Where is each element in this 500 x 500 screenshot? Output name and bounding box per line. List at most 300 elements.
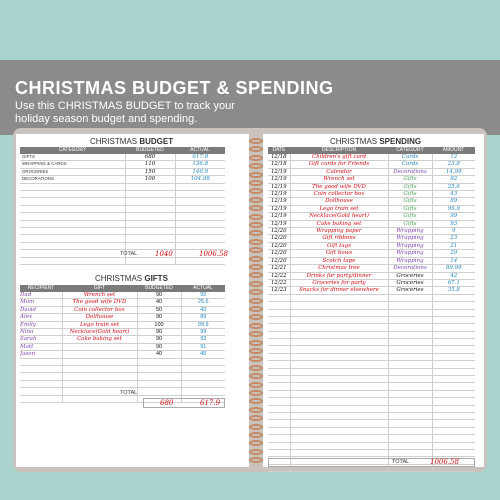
empty-cell (432, 353, 475, 360)
spending-category-cell: Groceries (388, 287, 432, 294)
spending-description-cell: Gift cards for Friends (290, 161, 388, 168)
empty-cell (388, 405, 432, 412)
budget-col-category: CATEGORY (20, 147, 125, 154)
table-row (268, 376, 475, 383)
empty-cell (432, 294, 475, 301)
spiral-ring (249, 214, 263, 220)
spiral-ring (249, 390, 263, 396)
empty-cell (388, 376, 432, 383)
gift-name-cell (62, 343, 137, 350)
budget-budgeted-cell: 110 (125, 161, 175, 168)
budget-total-actual: 1006.58 (199, 250, 228, 258)
empty-cell (62, 395, 137, 402)
empty-cell (20, 250, 125, 257)
empty-cell (432, 376, 475, 383)
spending-description-cell: Lego train set (290, 205, 388, 212)
spiral-ring (249, 356, 263, 362)
page-subtitle: Use this CHRISTMAS BUDGET to track your holiday season budget and spending. (15, 100, 235, 125)
empty-cell (268, 427, 290, 434)
gifts-col-recipient: RECIPIENT (20, 285, 62, 292)
budget-budgeted-cell: 100 (125, 176, 175, 183)
empty-cell (268, 449, 290, 456)
spiral-ring (249, 172, 263, 178)
empty-cell (137, 380, 181, 387)
spiral-ring (249, 197, 263, 203)
empty-cell (125, 227, 175, 234)
empty-cell (268, 353, 290, 360)
spending-amount-cell: 29 (432, 250, 475, 257)
table-row (268, 250, 475, 257)
table-row (20, 343, 225, 350)
empty-cell (268, 339, 290, 346)
empty-cell (388, 339, 432, 346)
empty-cell (268, 368, 290, 375)
empty-cell (20, 395, 62, 402)
table-row (20, 242, 225, 249)
empty-cell (268, 361, 290, 368)
budget-actual-cell: 146.9 (175, 168, 225, 175)
spiral-ring (249, 188, 263, 194)
empty-cell (175, 242, 225, 249)
spiral-ring (249, 256, 263, 262)
empty-cell (388, 435, 432, 442)
table-row (268, 420, 475, 427)
empty-cell (290, 376, 388, 383)
empty-cell (20, 191, 125, 198)
empty-cell (175, 191, 225, 198)
empty-cell (290, 331, 388, 338)
budget-budgeted-cell: 680 (125, 154, 175, 161)
empty-cell (432, 383, 475, 390)
table-row (268, 213, 475, 220)
empty-cell (432, 339, 475, 346)
empty-cell (268, 412, 290, 419)
gift-name-cell: Coin collector box (62, 306, 137, 313)
table-row (20, 257, 225, 264)
spiral-ring (249, 306, 263, 312)
empty-cell (137, 388, 181, 395)
spiral-ring (249, 239, 263, 245)
spiral-ring (249, 331, 263, 337)
budget-category-cell: GIFTS (20, 154, 125, 161)
table-row (268, 191, 475, 198)
spending-col-category: CATEGORY (388, 147, 432, 154)
table-row (268, 435, 475, 442)
empty-cell (175, 235, 225, 242)
spending-category-cell: Groceries (388, 272, 432, 279)
empty-cell (125, 257, 175, 264)
budget-col-budgeted: BUDGETED (125, 147, 175, 154)
spiral-ring (249, 205, 263, 211)
spiral-ring (249, 180, 263, 186)
empty-cell (290, 412, 388, 419)
empty-cell (432, 368, 475, 375)
empty-cell (268, 331, 290, 338)
table-row (268, 198, 475, 205)
empty-cell (175, 183, 225, 190)
budget-title: CHRISTMAS BUDGET (90, 137, 174, 146)
empty-cell (20, 183, 125, 190)
budget-col-actual: ACTUAL (175, 147, 225, 154)
gift-name-cell: Wrench set (62, 292, 137, 299)
table-row (20, 154, 225, 161)
empty-cell (290, 324, 388, 331)
gift-actual-cell: 43 (181, 306, 225, 313)
spending-date-cell: 12/20 (268, 242, 290, 249)
empty-cell (290, 353, 388, 360)
empty-cell (20, 373, 62, 380)
budget-actual-cell: 617.9 (175, 154, 225, 161)
empty-cell (181, 373, 225, 380)
spiral-ring (249, 138, 263, 144)
empty-cell (62, 373, 137, 380)
spiral-ring (249, 323, 263, 329)
table-row (20, 213, 225, 220)
spending-title: CHRISTMAS SPENDING (330, 137, 422, 146)
gifts-col-gift: GIFT (62, 285, 137, 292)
empty-cell (388, 331, 432, 338)
empty-cell (62, 358, 137, 365)
empty-cell (125, 183, 175, 190)
empty-cell (290, 302, 388, 309)
empty-cell (290, 294, 388, 301)
spending-amount-cell: 14 (432, 257, 475, 264)
table-row (268, 265, 475, 272)
spending-category-cell: Gifts (388, 176, 432, 183)
table-row (20, 373, 225, 380)
spending-description-cell: Gift tags (290, 242, 388, 249)
spending-amount-cell: 14.99 (432, 168, 475, 175)
empty-cell (268, 405, 290, 412)
table-row (268, 287, 475, 294)
gift-actual-cell: 93 (181, 336, 225, 343)
table-row (268, 205, 475, 212)
spending-description-cell: Coin collector box (290, 191, 388, 198)
gift-name-cell: The good wife DVD (62, 299, 137, 306)
gifts-col-actual: ACTUAL (181, 285, 225, 292)
empty-cell (290, 390, 388, 397)
empty-cell (432, 420, 475, 427)
gift-actual-cell: 99 (181, 329, 225, 336)
spending-category-cell: Cards (388, 161, 432, 168)
spending-date-cell: 12/19 (268, 220, 290, 227)
spiral-ring (249, 163, 263, 169)
gift-name-cell (62, 351, 137, 358)
table-row (268, 405, 475, 412)
empty-cell (125, 191, 175, 198)
empty-cell (125, 235, 175, 242)
spending-description-cell: Calendar (290, 168, 388, 175)
empty-cell (175, 205, 225, 212)
spending-category-cell: Gifts (388, 191, 432, 198)
spiral-ring (249, 146, 263, 152)
table-row (268, 383, 475, 390)
empty-cell (432, 412, 475, 419)
empty-cell (20, 366, 62, 373)
table-row (20, 366, 225, 373)
spending-amount-cell: 92 (432, 176, 475, 183)
spiral-binding (249, 134, 263, 467)
gifts-total-label: TOTAL (120, 390, 138, 396)
empty-cell (268, 376, 290, 383)
table-row (268, 309, 475, 316)
empty-cell (432, 316, 475, 323)
gifts-table (20, 285, 225, 403)
gift-recipient-cell: Alex (20, 314, 62, 321)
empty-cell (181, 366, 225, 373)
spending-date-cell: 12/19 (268, 213, 290, 220)
table-row (268, 427, 475, 434)
empty-cell (432, 398, 475, 405)
spending-date-cell: 12/19 (268, 198, 290, 205)
table-row (20, 227, 225, 234)
spiral-ring (249, 289, 263, 295)
table-row (20, 205, 225, 212)
empty-cell (388, 420, 432, 427)
spiral-ring (249, 281, 263, 287)
spiral-ring (249, 314, 263, 320)
gift-budgeted-cell: 90 (137, 314, 181, 321)
spending-amount-cell: 43 (432, 191, 475, 198)
table-row (268, 302, 475, 309)
empty-cell (388, 302, 432, 309)
spending-amount-cell: 12 (432, 154, 475, 161)
gift-recipient-cell: Mom (20, 299, 62, 306)
table-row (268, 272, 475, 279)
gift-actual-cell: 99.9 (181, 321, 225, 328)
empty-cell (268, 420, 290, 427)
empty-cell (432, 361, 475, 368)
spiral-ring (249, 424, 263, 430)
spending-amount-cell: 25.6 (432, 183, 475, 190)
gift-budgeted-cell: 90 (137, 343, 181, 350)
table-row (20, 299, 225, 306)
spiral-ring (249, 449, 263, 455)
spiral-ring (249, 373, 263, 379)
spending-description-cell: Cake baking set (290, 220, 388, 227)
gift-name-cell: Dollhouse (62, 314, 137, 321)
empty-cell (125, 220, 175, 227)
table-row (268, 220, 475, 227)
spending-category-cell: Groceries (388, 279, 432, 286)
gift-budgeted-cell: 40 (137, 299, 181, 306)
spending-amount-cell: 9 (432, 228, 475, 235)
spending-date-cell: 12/19 (268, 183, 290, 190)
table-row (268, 228, 475, 235)
empty-cell (290, 442, 388, 449)
empty-cell (388, 390, 432, 397)
table-row (268, 161, 475, 168)
table-row (268, 442, 475, 449)
table-row (268, 398, 475, 405)
spending-col-description: DESCRIPTION (290, 147, 388, 154)
empty-cell (432, 390, 475, 397)
gift-name-cell: Lego train set (62, 321, 137, 328)
empty-cell (181, 380, 225, 387)
table-row (268, 449, 475, 456)
spending-category-cell: Decorations (388, 265, 432, 272)
empty-cell (20, 257, 125, 264)
spending-category-cell: Wrapping (388, 235, 432, 242)
budget-category-cell: WRAPPING & CARDS (20, 161, 125, 168)
table-row (20, 161, 225, 168)
empty-cell (125, 205, 175, 212)
spending-date-cell: 12/23 (268, 287, 290, 294)
spiral-ring (249, 415, 263, 421)
spending-amount-cell: 89 (432, 198, 475, 205)
empty-cell (432, 449, 475, 456)
empty-cell (181, 388, 225, 395)
table-row (268, 324, 475, 331)
empty-cell (268, 383, 290, 390)
spending-description-cell: Children's gift card (290, 154, 388, 161)
page-title: CHRISTMAS BUDGET & SPENDING (15, 78, 334, 98)
empty-cell (268, 324, 290, 331)
spending-description-cell: Drinks for party/dinner (290, 272, 388, 279)
empty-cell (137, 366, 181, 373)
spiral-ring (249, 272, 263, 278)
spiral-ring (249, 365, 263, 371)
spending-date-cell: 12/22 (268, 279, 290, 286)
spending-amount-cell: 93 (432, 220, 475, 227)
table-row (268, 168, 475, 175)
gift-actual-cell: 89 (181, 314, 225, 321)
spending-amount-cell: 89.99 (432, 265, 475, 272)
empty-cell (175, 213, 225, 220)
spending-amount-cell: 23 (432, 235, 475, 242)
gift-recipient-cell: Sarah (20, 336, 62, 343)
spending-description-cell: Snacks for dinner elsewhere (290, 287, 388, 294)
table-row (268, 257, 475, 264)
empty-cell (388, 383, 432, 390)
table-row (20, 314, 225, 321)
table-row (268, 176, 475, 183)
spiral-ring (249, 398, 263, 404)
empty-cell (175, 227, 225, 234)
spending-amount-cell: 67.1 (432, 279, 475, 286)
gift-budgeted-cell: 90 (137, 329, 181, 336)
spending-date-cell: 12/18 (268, 161, 290, 168)
empty-cell (388, 309, 432, 316)
gift-actual-cell: 25.6 (181, 299, 225, 306)
empty-cell (125, 213, 175, 220)
gift-recipient-cell: Nina (20, 329, 62, 336)
spending-amount-cell: 42 (432, 272, 475, 279)
empty-cell (290, 383, 388, 390)
gift-name-cell: Cake baking set (62, 336, 137, 343)
empty-cell (388, 368, 432, 375)
empty-cell (175, 220, 225, 227)
spending-amount-cell: 35.8 (432, 287, 475, 294)
spiral-ring (249, 247, 263, 253)
gift-budgeted-cell: 100 (137, 321, 181, 328)
empty-cell (432, 302, 475, 309)
table-row (20, 198, 225, 205)
gift-recipient-cell: Dad (20, 292, 62, 299)
empty-cell (268, 442, 290, 449)
spending-description-cell: Scotch tape (290, 257, 388, 264)
gifts-total-actual: 617.9 (200, 399, 221, 407)
gift-name-cell: Necklace(Gold heart) (62, 329, 137, 336)
table-row (268, 294, 475, 301)
table-row (268, 242, 475, 249)
empty-cell (125, 198, 175, 205)
spiral-ring (249, 264, 263, 270)
empty-cell (268, 316, 290, 323)
table-row (268, 412, 475, 419)
spending-description-cell: Wrapping paper (290, 228, 388, 235)
spiral-ring (249, 340, 263, 346)
table-row (20, 292, 225, 299)
table-row (20, 183, 225, 190)
empty-cell (290, 368, 388, 375)
spending-date-cell: 12/19 (268, 205, 290, 212)
table-row (20, 191, 225, 198)
spending-date-cell: 12/19 (268, 176, 290, 183)
empty-cell (388, 449, 432, 456)
empty-cell (20, 198, 125, 205)
table-row (268, 361, 475, 368)
empty-cell (388, 412, 432, 419)
empty-cell (388, 442, 432, 449)
table-row (20, 321, 225, 328)
table-row (268, 353, 475, 360)
empty-cell (290, 427, 388, 434)
spiral-ring (249, 298, 263, 304)
spending-description-cell: Wrench set (290, 176, 388, 183)
budget-table (20, 147, 225, 265)
table-row (268, 346, 475, 353)
empty-cell (62, 366, 137, 373)
spending-date-cell: 12/20 (268, 257, 290, 264)
empty-cell (20, 227, 125, 234)
spending-category-cell: Gifts (388, 183, 432, 190)
empty-cell (175, 257, 225, 264)
spending-col-amount: AMOUNT (432, 147, 475, 154)
spending-category-cell: Gifts (388, 213, 432, 220)
empty-cell (432, 427, 475, 434)
table-row (268, 279, 475, 286)
empty-cell (20, 242, 125, 249)
budget-actual-cell: 136.8 (175, 161, 225, 168)
spending-amount-cell: 23.8 (432, 161, 475, 168)
gift-actual-cell: 92 (181, 292, 225, 299)
spending-description-cell: Dollhouse (290, 198, 388, 205)
spending-col-date: DATE (268, 147, 290, 154)
gifts-title: CHRISTMAS GIFTS (95, 274, 168, 283)
spending-category-cell: Gifts (388, 198, 432, 205)
empty-cell (290, 316, 388, 323)
spending-category-cell: Wrapping (388, 228, 432, 235)
empty-cell (432, 346, 475, 353)
empty-cell (20, 358, 62, 365)
gift-recipient-cell: David (20, 306, 62, 313)
spending-date-cell: 12/20 (268, 228, 290, 235)
table-row (268, 331, 475, 338)
table-row (268, 368, 475, 375)
empty-cell (290, 449, 388, 456)
gift-recipient-cell: Jason (20, 351, 62, 358)
gift-actual-cell: 91 (181, 343, 225, 350)
table-row (268, 390, 475, 397)
empty-cell (175, 198, 225, 205)
spending-description-cell: Necklace(Gold heart) (290, 213, 388, 220)
spending-description-cell: Gift ribbons (290, 235, 388, 242)
table-row (20, 358, 225, 365)
spiral-ring (249, 407, 263, 413)
gifts-col-budgeted: BUDGETED (137, 285, 181, 292)
spiral-ring (249, 382, 263, 388)
